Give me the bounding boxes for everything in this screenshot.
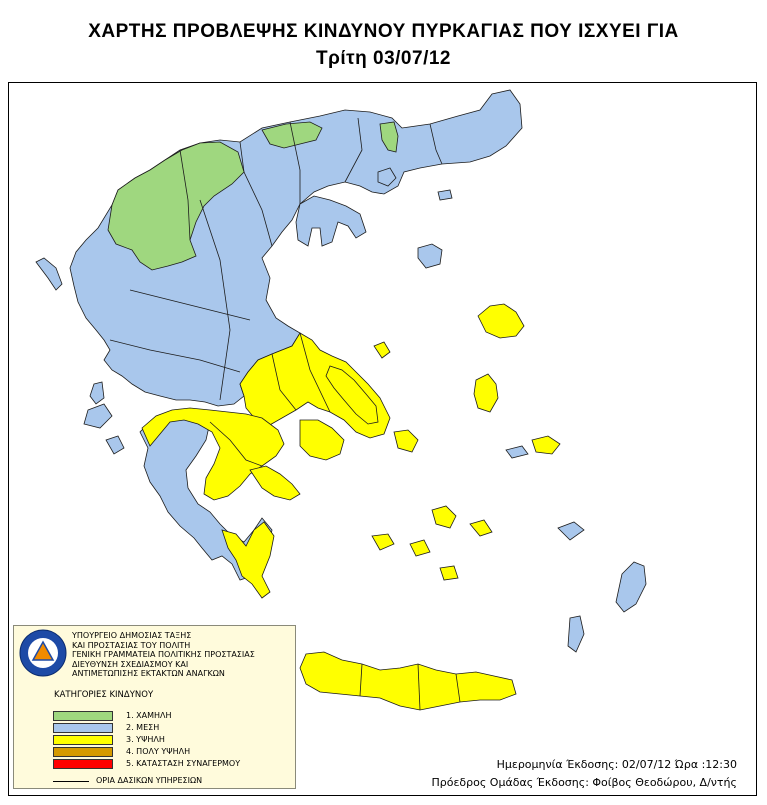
civil-protection-logo-icon <box>19 629 67 677</box>
region-high-attica <box>300 420 344 460</box>
legend-swatch-very-high <box>53 747 113 757</box>
legend-swatch-high <box>53 735 113 745</box>
org-line: ΥΠΟΥΡΓΕΙΟ ΔΗΜΟΣΙΑΣ ΤΑΞΗΣ <box>72 631 192 640</box>
region-rhodes <box>616 562 646 612</box>
legend-label-alarm: 5. ΚΑΤΑΣΤΑΣΗ ΣΥΝΑΓΕΡΜΟΥ <box>126 759 241 768</box>
legend-label-medium: 2. ΜΕΣΗ <box>126 723 160 732</box>
map-title: ΧΑΡΤΗΣ ΠΡΟΒΛΕΨΗΣ ΚΙΝΔΥΝΟΥ ΠΥΡΚΑΓΙΑΣ ΠΟΥ ΙΣΧΥΕΙ ΓΙΑ <box>88 21 679 42</box>
region-high-cyclades-c <box>410 540 430 556</box>
legend-label-low: 1. ΧΑΜΗΛΗ <box>126 711 172 720</box>
region-high-lesvos <box>478 304 524 338</box>
org-line: ΓΕΝΙΚΗ ΓΡΑΜΜΑΤΕΙΑ ΠΟΛΙΤΙΚΗΣ ΠΡΟΣΤΑΣΙΑΣ <box>72 650 255 659</box>
legend-label-high: 3. ΥΨΗΛΗ <box>126 735 165 744</box>
region-high-sporades <box>374 342 390 358</box>
region-high-argolida <box>250 466 300 500</box>
legend-label-very-high: 4. ΠΟΛΥ ΥΨΗΛΗ <box>126 747 191 756</box>
region-high-crete <box>300 652 516 710</box>
legend-swatch-medium <box>53 723 113 733</box>
region-zakynthos <box>106 436 124 454</box>
org-line: ΔΙΕΥΘΥΝΣΗ ΣΧΕΔΙΑΣΜΟΥ ΚΑΙ <box>72 659 189 669</box>
region-lemnos <box>418 244 442 268</box>
ministry-text <box>72 631 255 679</box>
region-high-skyros <box>394 430 418 452</box>
region-samothraki <box>438 190 452 200</box>
issue-chair: Πρόεδρος Ομάδας Έκδοσης: Φοίβος Θεοδώρου, Δ/ντής <box>431 776 737 789</box>
legend-panel <box>13 625 296 789</box>
legend-boundary-label: ΟΡΙΑ ΔΑΣΙΚΩΝ ΥΠΗΡΕΣΙΩΝ <box>96 776 203 785</box>
region-high-cyclades-e <box>440 566 458 580</box>
map-date: Τρίτη 03/07/12 <box>316 48 451 69</box>
org-line: ΚΑΙ ΠΡΟΣΤΑΣΙΑΣ ΤΟΥ ΠΟΛΙΤΗ <box>72 640 191 650</box>
legend-swatch-alarm <box>53 759 113 769</box>
region-high-cyclades-b <box>372 534 394 550</box>
region-ikaria <box>506 446 528 458</box>
region-lefkada <box>90 382 104 404</box>
issue-date: Ημερομηνία Έκδοσης: 02/07/12 Ώρα :12:30 <box>496 758 737 771</box>
region-kefalonia <box>84 404 112 428</box>
region-high-cyclades-d <box>470 520 492 536</box>
region-karpathos <box>568 616 584 652</box>
region-corfu <box>36 258 62 290</box>
org-line: ΑΝΤΙΜΕΤΩΠΙΣΗΣ ΕΚΤΑΚΤΩΝ ΑΝΑΓΚΩΝ <box>72 669 225 678</box>
legend-swatch-low <box>53 711 113 721</box>
region-high-chios <box>474 374 498 412</box>
region-high-samos <box>532 436 560 454</box>
region-kos <box>558 522 584 540</box>
legend-categories-title: ΚΑΤΗΓΟΡΙΕΣ ΚΙΝΔΥΝΟΥ <box>54 690 154 700</box>
legend-boundary-line <box>53 781 89 782</box>
region-high-cyclades-a <box>432 506 456 528</box>
region-chalkidiki <box>296 196 366 246</box>
